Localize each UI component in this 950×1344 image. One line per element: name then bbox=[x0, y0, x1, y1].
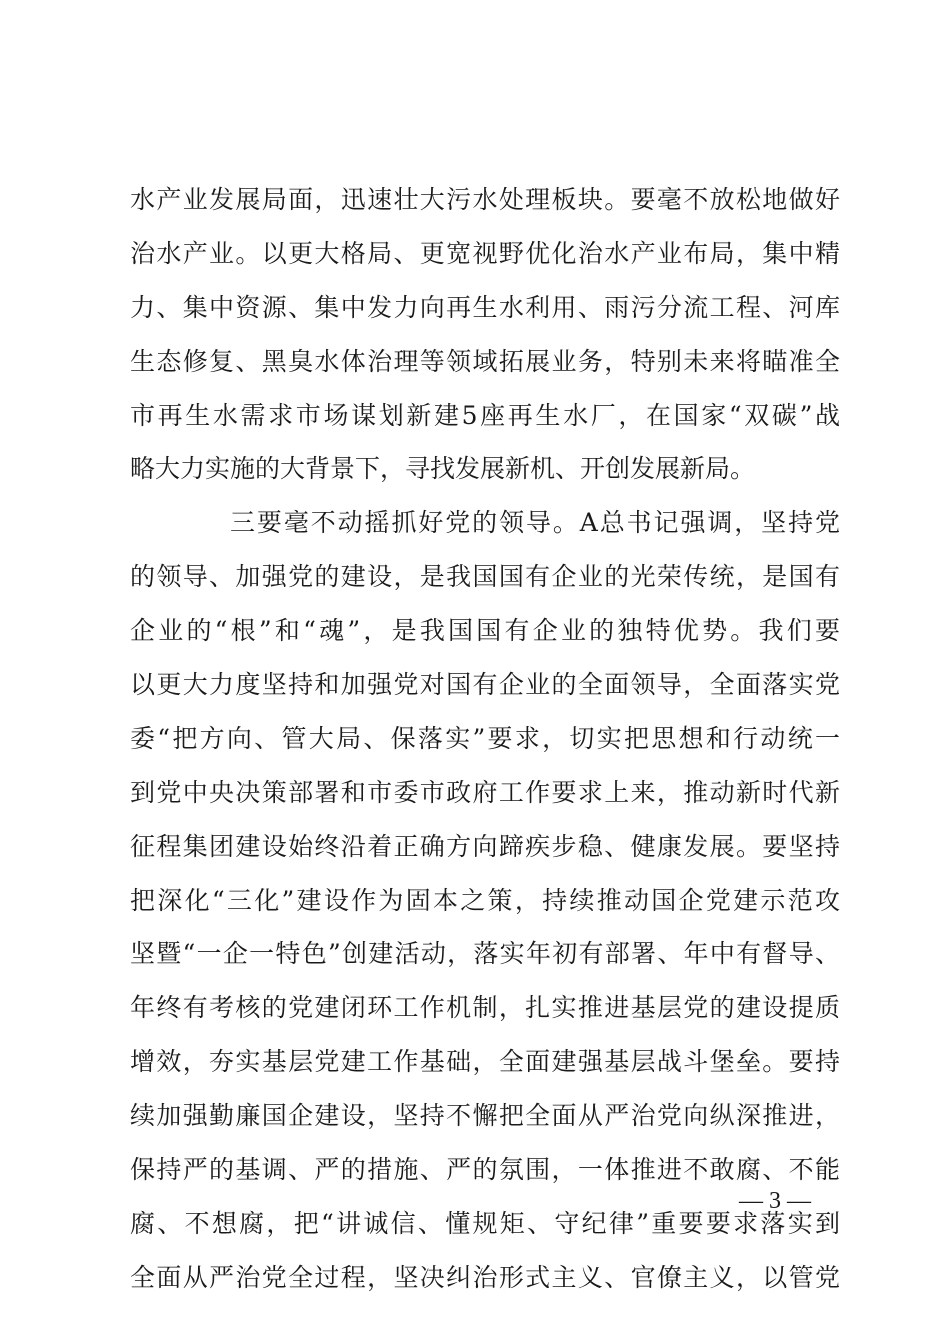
text-line: 市再生水需求市场谋划新建5座再生水厂，在国家“双碳”战 bbox=[130, 400, 840, 430]
text-line: 生态修复、黑臭水体治理等领域拓展业务，特别未来将瞄准全 bbox=[130, 346, 840, 376]
text-line: 力、集中资源、集中发力向再生水利用、雨污分流工程、河库 bbox=[130, 292, 840, 322]
text-line: 全面从严治党全过程，坚决纠治形式主义、官僚主义，以管党 bbox=[130, 1262, 840, 1292]
text-line: 保持严的基调、严的措施、严的氛围，一体推进不敢腐、不能 bbox=[130, 1155, 840, 1185]
text-line: 续加强勤廉国企建设，坚持不懈把全面从严治党向纵深推进， bbox=[130, 1101, 840, 1131]
document-body bbox=[130, 175, 840, 1307]
text-line: 到党中央决策部署和市委市政府工作要求上来，推动新时代新 bbox=[130, 777, 840, 807]
text-line: 委“把方向、管大局、保落实”要求，切实把思想和行动统一 bbox=[130, 723, 840, 753]
text-line: 坚暨“一企一特色”创建活动，落实年初有部署、年中有督导、 bbox=[130, 939, 840, 969]
text-line: 腐、不想腐，把“讲诚信、懂规矩、守纪律”重要要求落实到 bbox=[130, 1208, 840, 1238]
text-line: 年终有考核的党建闭环工作机制，扎实推进基层党的建设提质 bbox=[130, 993, 840, 1023]
text-line: 把深化“三化”建设作为固本之策，持续推动国企党建示范攻 bbox=[130, 885, 840, 915]
text-line: 以更大力度坚持和加强党对国有企业的全面领导，全面落实党 bbox=[130, 670, 840, 700]
page-number: — 3 — bbox=[739, 1188, 811, 1214]
text-line: 的领导、加强党的建设，是我国国有企业的光荣传统，是国有 bbox=[130, 562, 840, 592]
text-line: 略大力实施的大背景下，寻找发展新机、开创发展新局。 bbox=[130, 454, 756, 484]
text-line: 增效，夯实基层党建工作基础，全面建强基层战斗堡垒。要持 bbox=[130, 1047, 840, 1077]
text-line: 治水产业。以更大格局、更宽视野优化治水产业布局，集中精 bbox=[130, 238, 840, 268]
text-line: 水产业发展局面，迅速壮大污水处理板块。要毫不放松地做好 bbox=[130, 185, 840, 214]
text-line: 征程集团建设始终沿着正确方向蹄疾步稳、健康发展。要坚持 bbox=[130, 831, 840, 861]
text-line: 企业的“根”和“魂”，是我国国有企业的独特优势。我们要 bbox=[130, 616, 840, 646]
paragraph-start-line: 三要毫不动摇抓好党的领导。A总书记强调，坚持党 bbox=[230, 508, 840, 538]
